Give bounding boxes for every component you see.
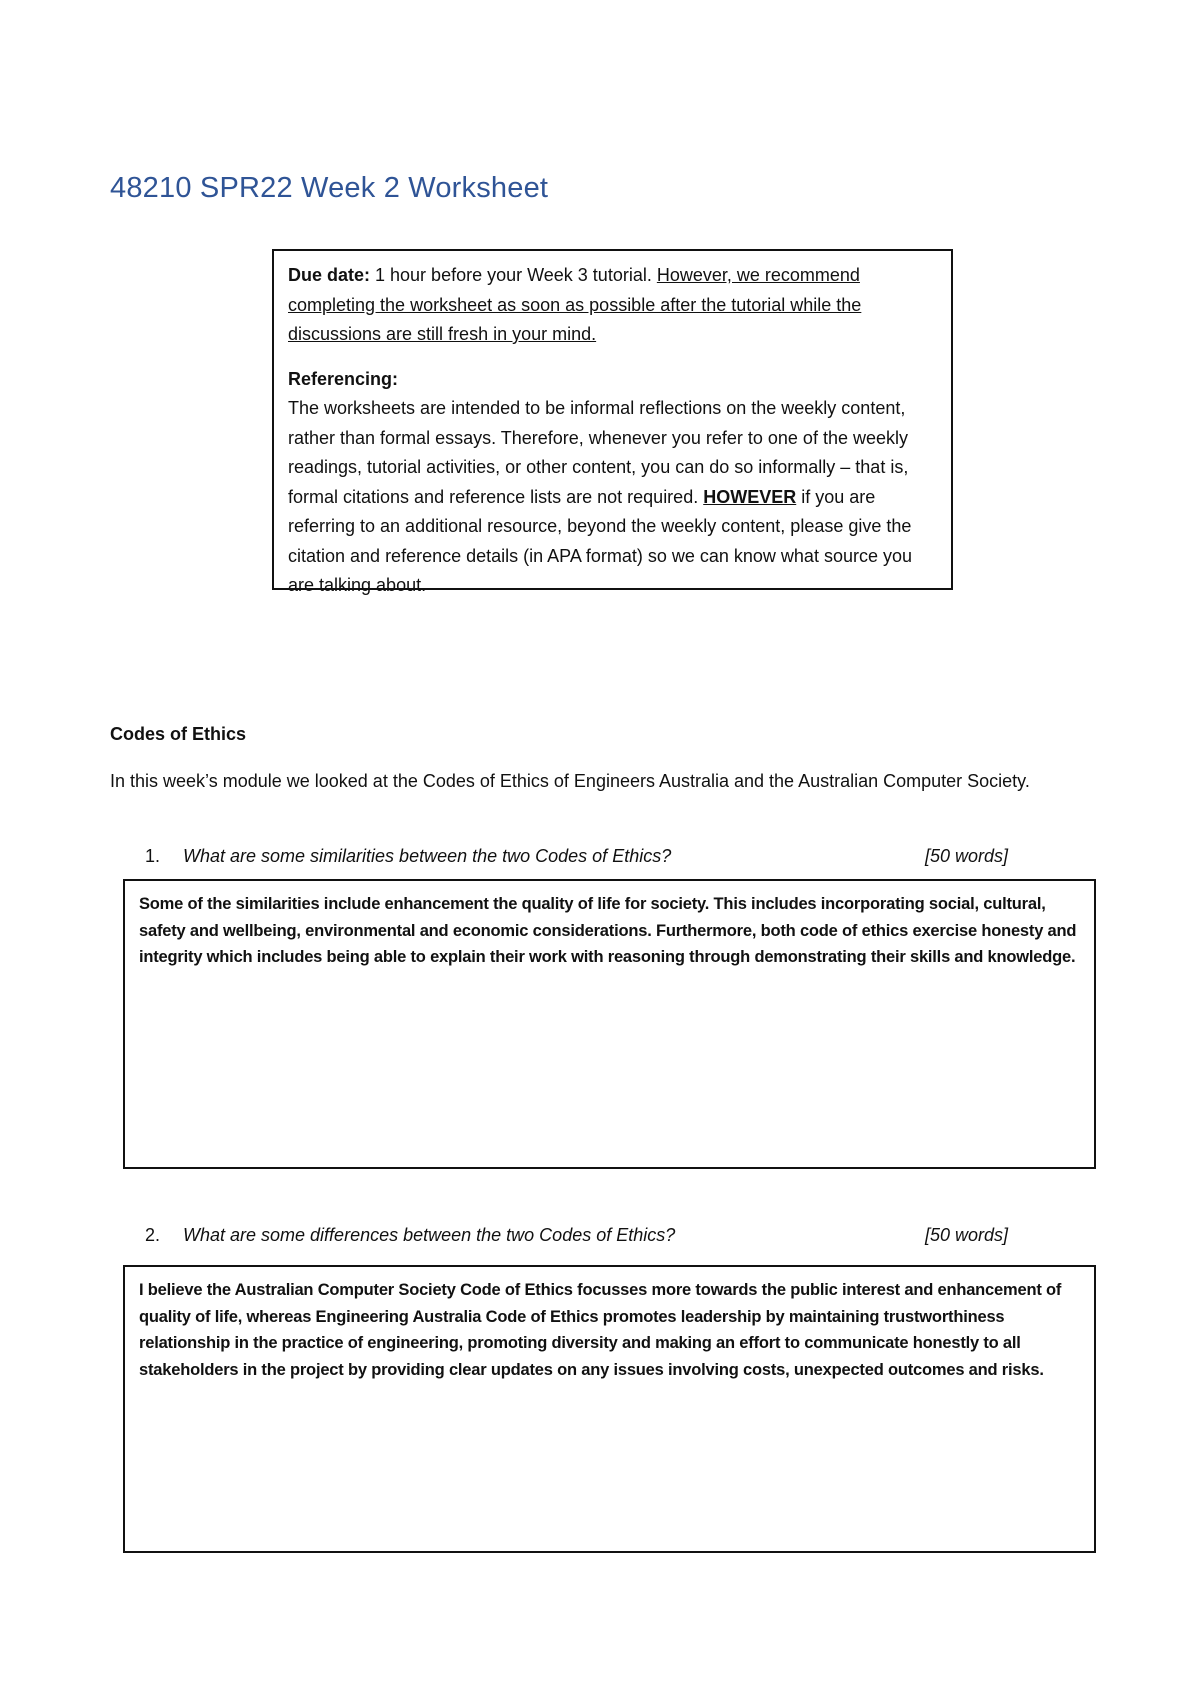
question-1	[145, 846, 1025, 867]
due-date-paragraph	[288, 261, 937, 350]
referencing-label: Referencing:	[288, 368, 399, 389]
due-date-recommendation: However, we recommend completing the worksheet as soon as possible after the tutorial while the discussions are still fresh in your mind.	[288, 265, 862, 344]
due-date-text: 1 hour before your Week 3 tutorial.	[370, 265, 657, 285]
referencing-text-2: if you are referring to an additional resource, beyond the weekly content, please give the citation and reference details (in APA format) so we can know what source you are talking about.	[288, 486, 912, 595]
due-date-label: Due date:	[288, 265, 371, 285]
word-limit: [50 words]	[925, 1225, 1009, 1245]
question-number: 2.	[145, 1225, 161, 1245]
question-text: What are some similarities between the two Codes of Ethics?	[183, 846, 672, 866]
question-number: 1.	[145, 846, 161, 866]
section-intro: In this week’s module we looked at the Codes of Ethics of Engineers Australia and the Australian Computer Society.	[110, 771, 1030, 791]
instructions-box	[272, 249, 953, 595]
section-heading: Codes of Ethics	[110, 724, 247, 744]
question-text: What are some differences between the two Codes of Ethics?	[183, 1225, 676, 1245]
referencing-however: HOWEVER	[703, 486, 797, 507]
answer-box-2[interactable]: I believe the Australian Computer Society Code of Ethics focusses more towards the public interest and enhancement of quality of life, whereas Engineering Australia Code of Ethics promotes leadership by maintaining trustworthiness relationship in the practice of engineering, promoting diversity and making an effort to communicate honestly to all stakeholders in the project by providing clear updates on any issues involving costs, unexpected outcomes and risks.	[123, 1265, 1096, 1553]
referencing-paragraph	[288, 394, 937, 601]
question-2	[145, 1225, 1025, 1246]
worksheet-title: 48210 SPR22 Week 2 Worksheet	[110, 172, 549, 204]
answer-box-1[interactable]: Some of the similarities include enhancement the quality of life for society. This includes incorporating social, cultural, safety and wellbeing, environmental and economic considerations. Furthermore, both code of ethics exercise honesty and integrity which includes being able to explain their work with reasoning through demonstrating their skills and knowledge.	[123, 879, 1096, 1169]
referencing-text-1: The worksheets are intended to be informal reflections on the weekly content, rather than formal essays. Therefore, whenever you refer to one of the weekly readings, tutorial activities, or other content, you can do so informally – that is, formal citations and reference lists are not required.	[288, 398, 909, 507]
word-limit: [50 words]	[925, 846, 1009, 866]
